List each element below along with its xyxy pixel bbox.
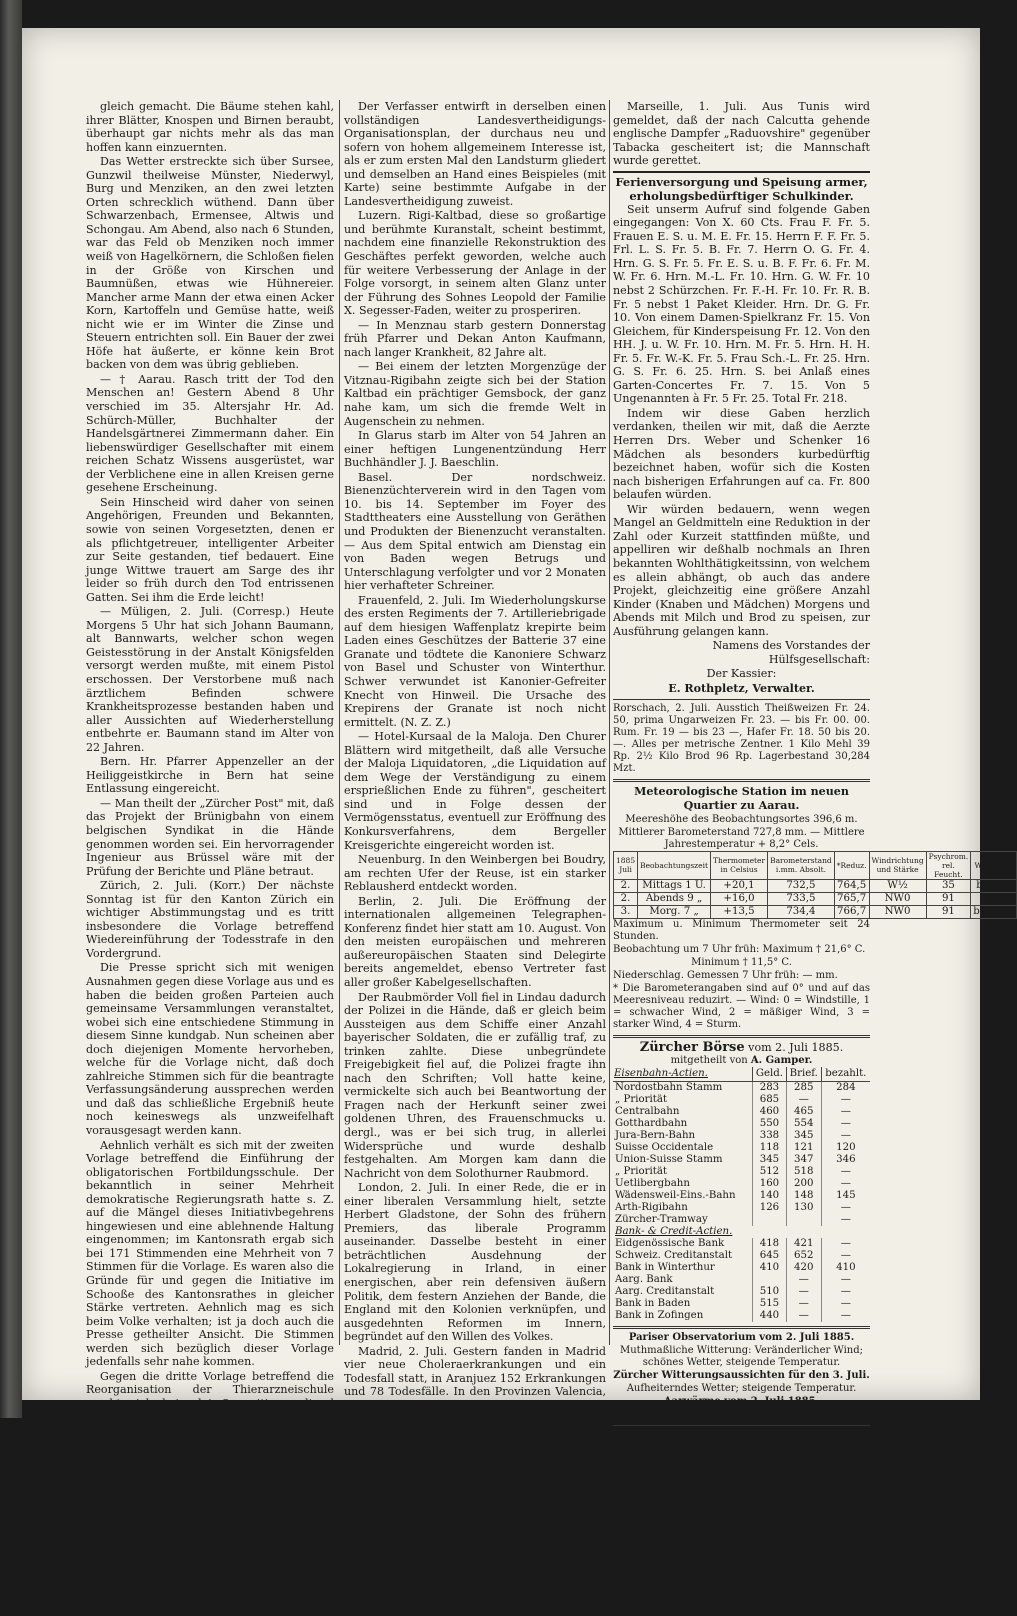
met-cell: NW0 [869, 892, 926, 905]
ferien-heading: Ferienversorgung und Speisung armer, erholungsbedürftiger Schulkinder. [613, 171, 870, 203]
boerse-table [613, 1067, 870, 1322]
boerse-value: — [786, 1298, 821, 1310]
boerse-heading [613, 1041, 870, 1055]
ferien-appeal: Wir würden bedauern, wenn wegen Mangel an Geldmitteln eine Reduktion in der Zahl oder Kurzeit stattfinden müßte, und appelliren wir deßhalb nochmals an Ihren bekannten Wohlthätigkeitssinn, von welchem es allein abhängt, ob auch das andere Projekt, gleichzeitig eine größere Anzahl Kinder (Knaben und Mädchen) Morgens und Abends mit Milch und Brod zu speisen, zur Ausführung gelangen kann. [613, 502, 870, 638]
paris-observatory: Pariser Observatorium vom 2. Juli 1885. [628, 1332, 855, 1344]
boerse-row [613, 1214, 870, 1226]
met-cell: 732,5 [768, 879, 835, 892]
boerse-date: vom 2. Juli 1885. [748, 1040, 844, 1054]
met-cell: bedeckt [971, 905, 1017, 918]
met-cell: Mittags 1 U. [638, 879, 711, 892]
boerse-security: „ Priorität [615, 1094, 668, 1106]
muri-dateline: Muri, 2. Juli 1885. [767, 1429, 870, 1443]
article-paragraph: — † Aarau. Rasch tritt der Tod den Menschen an! Gestern Abend 8 Uhr verschied im 35. Altersjahr Hr. Ad. Schürch-Müller, Buchhalter der Handelsgärtnerei Zimmermann daher. Ein liebenswürdiger Gesellschafter mit einem reichen Schatz Wissens ausgerüstet, war der Verblichene eine in allen Kreisen gerne gesehene Erscheinung. [86, 372, 334, 495]
boerse-value: 418 [753, 1238, 787, 1250]
divider [613, 1035, 870, 1038]
boerse-value: 515 [753, 1298, 787, 1310]
boerse-security: Nordostbahn Stamm [615, 1082, 723, 1094]
boerse-value: 518 [786, 1166, 821, 1178]
boerse-value: 338 [753, 1130, 787, 1142]
boerse-row [613, 1106, 870, 1118]
met-cell: bwölkt [971, 879, 1017, 892]
met-note: Minimum † 11,5° C. [691, 956, 792, 968]
boerse-value: — [821, 1214, 870, 1226]
met-footnote: * Die Barometerangaben sind auf 0° und auf das Meeresniveau reduzirt. — Wind: 0 = Windstille, 1 = schwacher Wind, 2 = mäßiger Wind, 3 = starker Wind, 4 = Sturm. [613, 982, 870, 1030]
boerse-header-cell: Eisenbahn-Actien. [613, 1067, 753, 1082]
boerse-row [613, 1094, 870, 1106]
column-divider [609, 100, 610, 1345]
article-paragraph: — Hotel-Kursaal de la Maloja. Den Churer Blättern wird mitgetheilt, daß alle Versuche der Maloja Liquidatoren, „die Liquidation auf dem Wege der Verständigung zu einem ersprießlichen Ende zu führen", gescheitert sind und in Folge dessen der Vermögensstatus, eventuell zur Eröffnung des Konkursverfahrens, dem Bergeller Kreisgerichte eingereicht worden ist. [344, 730, 606, 852]
boerse-value: — [821, 1298, 870, 1310]
ferien-donations: Seit unserm Aufruf sind folgende Gaben eingegangen: Von X. 60 Cts. Frau F. Fr. 5. Frauen E. S. u. M. E. Fr. 15. Herrn F. F. Fr. 5. Frl. L. S. Fr. 5. B. Fr. 7. Herrn O. G. Fr. 4. Hrn. G. S. Fr. 5. Fr. E. S. u. B. F. Fr. 6. Fr. M. W. Fr. 6. Hrn. M.-L. Fr. 10. Hrn. G. W. Fr. 10 nebst 2 Schürzchen. Fr. F.-H. Fr. 10. Fr. R. B. Fr. 5 nebst 1 Paket Kleider. Hrn. Dr. G. Fr. 10. Von einem Damen-Spielkranz Fr. 15. Von Gleichem, für Kinderspeisung Fr. 12. Von den HH. J. u. W. Fr. 10. Hrn. M. Fr. 5. Hrn. H. H. Fr. 5. Fr. W.-K. Fr. 5. Frau Sch.-L. Fr. 25. Hrn. G. S. Fr. 6. 25. Hrn. S. bei Anlaß eines Garten-Concertes Fr. 7. 15. Von 5 Ungenannten à Fr. 5 Fr. 25. Total Fr. 218. [613, 202, 870, 406]
boerse-row [613, 1238, 870, 1250]
boerse-value: 420 [786, 1262, 821, 1274]
boerse-value: 510 [753, 1286, 787, 1298]
divider [613, 1425, 870, 1426]
boerse-security: Uetlibergbahn [615, 1178, 690, 1190]
boerse-value: 421 [786, 1238, 821, 1250]
column-2 [344, 100, 606, 1508]
article-paragraph: — Bei einem der letzten Morgenzüge der Vitznau-Rigibahn zeigte sich bei der Station Kaltbad ein prächtiger Gemsbock, der ganz nahe kam, um sich die fremde Welt in Augenschein zu nehmen. [344, 360, 606, 428]
met-cell: 91 [926, 905, 971, 918]
boerse-security: Union-Suisse Stamm [615, 1154, 723, 1166]
met-header-cell: Beobachtungszeit [638, 851, 711, 879]
boerse-value: 148 [786, 1190, 821, 1202]
article-paragraph: Aehnlich verhält es sich mit der zweiten Vorlage betreffend die Einführung der obligatorischen Fortbildungsschule. Der bekanntlich in seiner Mehrheit demokratische Regierungsrath hatte s. Z. auf die Mängel dieses Initiativbegehrens hingewiesen und eine ablehnende Haltung eingenommen; im Kantonsrath ergab sich bei 171 Stimmenden eine Mehrheit von 7 Stimmen für die Vorlage. Es waren also die Gründe für und gegen die Initiative im Schooße des Kantonsrathes in gleicher Stärke vertreten. Aehnlich mag es sich beim Volke verhalten; ist ja doch auch die Presse getheilter Ansicht. Die Stimmen werden sich bezüglich dieser Vorlage jedenfalls sehr nahe kommen. [86, 1138, 334, 1369]
boerse-header-cell: Geld. [753, 1067, 787, 1082]
met-averages: Mittlerer Barometerstand 727,8 mm. — Mittlere Jahrestemperatur + 8,2° Cels. [618, 826, 865, 850]
boerse-row [613, 1298, 870, 1310]
boerse-section [613, 1226, 870, 1238]
met-note: Beobachtung um 7 Uhr früh: Maximum † 21,6° C. [613, 943, 866, 955]
met-cell: +13,5 [711, 905, 768, 918]
boerse-row [613, 1250, 870, 1262]
boerse-value: — [821, 1202, 870, 1214]
met-header-cell: *Reduz. [834, 851, 869, 879]
boerse-row [613, 1142, 870, 1154]
boerse-byline [613, 1055, 870, 1067]
boerse-value: — [786, 1094, 821, 1106]
article-paragraph: Das Wetter erstreckte sich über Sursee, Gunzwil theilweise Münster, Niederwyl, Burg und Menziken, an den zwei letzten Orten schrecklich wüthend. Dann über Schwarzenbach, Ermensee, Altwis und Schongau. Am Abend, also nach 6 Stunden, war das Feld ob Menziken noch immer weiß von Hagelkörnern, die Schloßen fielen in der Größe von Kirschen und Baumnüßen, etwas wie Hühnereier. Mancher arme Mann der etwa einen Acker Korn, Kartoffeln und Gemüse hatte, weiß nicht wie er im Winter die Zinse und Steuern entrichten soll. Ein Bauer der zwei Höfe hat äußerte, er könne kein Brot backen von dem was übrig geblieben. [86, 155, 334, 372]
boerse-value: 554 [786, 1118, 821, 1130]
boerse-value: 465 [786, 1106, 821, 1118]
boerse-value: — [821, 1274, 870, 1286]
article-paragraph: Zürich, 2. Juli. (Korr.) Der nächste Sonntag ist für den Kanton Zürich ein wichtiger Abstimmungstag und es tritt insbesondere die Vorlage betreffend Wiedereinführung der Todesstrafe in den Vordergrund. [86, 879, 334, 960]
boerse-row [613, 1262, 870, 1274]
zurich-forecast-title: Zürcher Witterungsaussichten für den 3. Juli. [613, 1370, 870, 1382]
boerse-header-cell: bezahlt. [821, 1067, 870, 1082]
boerse-row [613, 1118, 870, 1130]
article-paragraph: Der Verfasser entwirft in derselben einen vollständigen Landesvertheidigungs-Organisationsplan, der durchaus neu und sofern von hohem allgemeinem Interesse ist, als er zum ersten Mal den Landsturm gliedert und demselben an Hand eines Beispieles (mit Karte) seine bestimmte Aufgabe in der Landesvertheidigung zuweist. [344, 100, 606, 208]
boerse-value: 120 [821, 1142, 870, 1154]
boerse-value: 126 [753, 1202, 787, 1214]
column-1 [86, 100, 334, 1616]
met-row [614, 892, 1017, 905]
boerse-value: 460 [753, 1106, 787, 1118]
boerse-value: — [821, 1118, 870, 1130]
met-cell: 734,4 [768, 905, 835, 918]
boerse-value: — [786, 1274, 821, 1286]
article-paragraph: — Müligen, 2. Juli. (Corresp.) Heute Morgens 5 Uhr hat sich Johann Baumann, alt Bannwarts, welcher schon wegen Geistesstörung in der Anstalt Königsfelden versorgt werden mußte, mit einem Pistol erschossen. Der Verstorbene muß nach ärztlichem Befinden schwere Krankheitsprozesse bestanden haben und aller Aussichten auf Wiederherstellung entbehrte er. Baumann stand im Alter von 22 Jahren. [86, 605, 334, 754]
boerse-by: mitgetheilt von [670, 1055, 748, 1067]
boerse-security: Arth-Rigibahn [615, 1202, 688, 1214]
article-paragraph: — Man theilt der „Zürcher Post" mit, daß das Projekt der Brünigbahn von einem belgischen Syndikat in die Hände genommen worden sei. Ein hervorragender Ingenieur aus Brüssel wäre mit der Prüfung der Berichte und Pläne betraut. [86, 796, 334, 878]
boerse-value: 140 [753, 1190, 787, 1202]
article-paragraph: Basel. Der nordschweiz. Bienenzüchterverein wird in den Tagen vom 10. bis 14. September im Foyer des Stadttheaters eine Ausstellung von Geräthen und Produkten der Bienenzucht veranstalten. — Aus dem Spital entwich am Dienstag ein von Baden wegen Betrugs und Unterschlagung verfolgter und vor 2 Monaten hier verhafteter Schreiner. [344, 470, 606, 593]
met-cell: 3. [614, 905, 638, 918]
boerse-row [613, 1166, 870, 1178]
met-cell: 766,7 [834, 905, 869, 918]
met-cell: Morg. 7 „ [638, 905, 711, 918]
article-paragraph: Berlin, 2. Juli. Die Eröffnung der internationalen allgemeinen Telegraphen-Konferenz findet hier statt am 10. August. Von den meisten europäischen und mehreren außereuropäischen Staaten sind Delegirte bereits angemeldet, ebenso Vertreter fast aller großer Kabelgesellschaften. [344, 894, 606, 989]
boerse-row [613, 1130, 870, 1142]
article-paragraph: Bern. Hr. Pfarrer Appenzeller an der Heiliggeistkirche in Bern hat seine Entlassung eingereicht. [86, 755, 334, 796]
boerse-security: Bank in Baden [615, 1298, 691, 1310]
article-paragraph: Paris, 2. Juli. Die Kammer bewilligte auf das Begehren des Ministers Goblet mit 246 gegen 215 Stimmen eine Vermehrung des Kredites für den französischen Klerus in Tunesien und Algerien um 100,000 Fr. [344, 1440, 606, 1508]
met-header-cell: Psychrom. rel. Feucht. [926, 851, 971, 879]
boerse-value: 160 [753, 1178, 787, 1190]
met-note: Niederschlag. Gemessen 7 Uhr früh: — mm. [613, 969, 838, 981]
boerse-value: 440 [753, 1310, 787, 1322]
article-paragraph: Die Presse spricht sich mit wenigen Ausnahmen gegen diese Vorlage aus und es haben die beiden großen Parteien auch gemeinsame Versammlungen veranstaltet, wobei sich eine entschiedene Stimmung in diesem Sinne kundgab. Nun scheinen aber doch diejenigen Momente hervorheben, welche für die Vorlage nicht, daß doch zahlreiche Stimmen sich für die beantragte Verfassungsänderung aussprechen werden und daß das schließliche Ergebniß heute noch keineswegs als unzweifelhaft vorausgesagt werden kann. [86, 961, 334, 1138]
ferien-signature-line: Namens des Vorstandes der Hülfsgesellschaft: [712, 639, 870, 666]
boerse-security: Gotthardbahn [615, 1118, 688, 1130]
boerse-value: 652 [786, 1250, 821, 1262]
met-header-cell: Thermometer in Celsius [711, 851, 768, 879]
article-paragraph: — In Menznau starb gestern Donnerstag früh Pfarrer und Dekan Anton Kaufmann, nach langer Krankheit, 82 Jahre alt. [344, 318, 606, 359]
boerse-value: 512 [753, 1166, 787, 1178]
boerse-value: 345 [753, 1154, 787, 1166]
boerse-value: — [821, 1130, 870, 1142]
boerse-security: Aarg. Bank [615, 1274, 673, 1286]
boerse-section-title: Bank- & Credit-Actien. [615, 1226, 733, 1238]
boerse-security: Zürcher-Tramway [615, 1214, 708, 1226]
boerse-value: 283 [753, 1082, 787, 1095]
met-row [614, 879, 1017, 892]
boerse-value: 685 [753, 1094, 787, 1106]
boerse-security: Eidgenössische Bank [615, 1238, 725, 1250]
boerse-security: Bank in Zofingen [615, 1310, 704, 1322]
met-cell: NW0 [869, 905, 926, 918]
article-paragraph: Madrid, 2. Juli. Gestern fanden in Madrid vier neue Choleraerkrankungen und ein Todesfall statt, in Aranjuez 152 Erkrankungen und 78 Todesfälle. In den Provinzen Valencia, Murcia, Castellon, Alicante und Saragossa erkrankten im Ganzen ca. 1300 Personen bei 600 Todesfällen. [344, 1344, 606, 1440]
scan-edge [0, 0, 22, 1418]
met-header-cell: 1885 Juli [614, 851, 638, 879]
met-cell: +20,1 [711, 879, 768, 892]
boerse-value: — [821, 1238, 870, 1250]
boerse-security: Aarg. Creditanstalt [615, 1286, 715, 1298]
ferien-kassier: Der Kassier: [706, 667, 777, 681]
article-paragraph: Neuenburg. In den Weinbergen bei Boudry, am rechten Ufer der Reuse, ist ein starker Reblausherd entdeckt worden. [344, 853, 606, 894]
met-header-cell: Windrichtung und Stärke [869, 851, 926, 879]
met-cell: Abends 9 „ [638, 892, 711, 905]
article-rorschach: Rorschach, 2. Juli. Ausstich Theißweizen Fr. 24. 50, prima Ungarweizen Fr. 23. — bis Fr. 00. 00. Rum. Fr. 19 — bis 23 —, Hafer Fr. 18. 50 bis 20. —. Alles per metrische Zentner. 1 Kilo Mehl 39 Rp. 2½ Kilo Brod 96 Rp. Lagerbestand 30,284 Mzt. [613, 703, 870, 775]
aare-temp-title: Aarwärme vom 2. Juli 1885. [663, 1396, 820, 1408]
article-paragraph: gleich gemacht. Die Bäume stehen kahl, ihrer Blätter, Knospen und Birnen beraubt, überhaupt gar nichts mehr als das man hoffen kann einzuernten. [86, 100, 334, 154]
muri-signature: Ebert. [834, 1540, 870, 1554]
met-cell: +16,0 [711, 892, 768, 905]
article-paragraph: London, 2. Juli. In einer Rede, die er in einer liberalen Versammlung hielt, setzte Herbert Gladstone, der Sohn des frühern Premiers, das liberale Programm auseinander. Dasselbe besteht in einer beträchtlichen Ausdehnung der Lokalregierung in Irland, in einer energischen, aber rein defensiven äußern Politik, dem festern Anziehen der Bande, die England mit den Kolonien verknüpfen, und ausgedehnten Reformen im Innern, begründet auf den Willen des Volkes. [344, 1181, 606, 1344]
article-paragraph: Der Raubmörder Voll fiel in Lindau dadurch der Polizei in die Hände, daß er gleich beim Aussteigen aus dem Schiffe einer Anzahl bayerischer Soldaten, die er zufällig traf, zu trinken zahlte. Diese unbegründete Freigebigkeit fiel auf, die Polizei fragte ihn nach den Schriften; Voll hatte keine, vermickelte sich auch bei Beantwortung der Fragen nach der Herkunft seiner zwei goldenen Uhren, des Frauenschmucks u. dergl., was er bei sich trug, in allerlei Widersprüche und wurde deshalb festgehalten. Am Morgen kam dann die Nachricht von dem Solothurner Raubmord. [344, 990, 606, 1180]
boerse-value: — [821, 1094, 870, 1106]
boerse-security: „ Priorität [615, 1166, 668, 1178]
boerse-security: Suisse Occidentale [615, 1142, 714, 1154]
divider [613, 699, 870, 700]
met-table [613, 851, 1017, 919]
muri-letter: Ich habe gestern einen Artikel über das Hagelwetter geschickt. Zu meiner Verwunderung kam derselbe nicht in den „Nachrichten", aber im „Tagblatt". Ob ich eine falsche Adresse machte, oder ob es sonst einen Irrthum gab, weiß ich nicht. [613, 1458, 870, 1539]
article-paragraph: — Zur Enthüllungsfeier des Zwinglidenkmals hat Konrad Ferdinand Meier eine Kantate gedichtet, die von Musikdirektor Gustav Weber komponirt worden ist. Dieselbe soll bei dem Weiheakte von den Vereinen „Harmonie", „Männerchor Zürich" und „Studentengesangverein" vorgetragen werden. Für die Feierlichkeit ist der 16. August in Aussicht genommen. [86, 1425, 334, 1560]
boerse-row [613, 1178, 870, 1190]
boerse-value: 346 [821, 1154, 870, 1166]
boerse-value [786, 1214, 821, 1226]
met-cell: 35 [926, 879, 971, 892]
boerse-value: 121 [786, 1142, 821, 1154]
column-divider [339, 100, 340, 1345]
boerse-security: Bank in Winterthur [615, 1262, 715, 1274]
article-marseille: Marseille, 1. Juli. Aus Tunis wird gemeldet, daß der nach Calcutta gehende englische Dampfer „Raduovshire" gegenüber Tabacka gescheitert ist; die Mannschaft wurde gerettet. [613, 100, 870, 168]
boerse-security: Centralbahn [615, 1106, 680, 1118]
boerse-value [753, 1274, 787, 1286]
met-cell: 2. [614, 879, 638, 892]
boerse-value: 345 [786, 1130, 821, 1142]
boerse-security: Wädensweil-Eins.-Bahn [615, 1190, 736, 1202]
article-paragraph: — Wie wir vernehmen, wird in den nächsten Tagen bei Orell Füßli und Co. der zweite Theil der „Schweiz im Kriegsfall" die Presse verlassen. [86, 1561, 334, 1616]
article-paragraph: Sein Hinscheid wird daher von seinen Angehörigen, Freunden und Bekannten, sowie von seinen Vorgesetzten, denen er als pflichtgetreuer, intelligenter Arbeiter zur Seite gestanden, tief bedauert. Eine junge Wittwe trauert am Sarge des ihr leider so früh durch den Tod entrissenen Gatten. Sei ihm die Erde leicht! [86, 495, 334, 604]
met-header-cell: Barometerstand i.mm. Absolt. [768, 851, 835, 879]
met-cell: 2. [614, 892, 638, 905]
boerse-value: — [786, 1310, 821, 1322]
met-cell: 733,5 [768, 892, 835, 905]
boerse-row [613, 1202, 870, 1214]
boerse-value: 284 [821, 1082, 870, 1095]
boerse-value: 130 [786, 1202, 821, 1214]
boerse-security: Schweiz. Creditanstalt [615, 1250, 733, 1262]
met-cell: Do. [971, 892, 1017, 905]
article-paragraph: Gegen die dritte Vorlage betreffend die Reorganisation der Thierarzneischule macht sich keinerlei Opposition geltend und es ist deren Annahme gesichert. [86, 1369, 334, 1424]
met-altitude: Meereshöhe des Beobachtungsortes 396,6 m. [625, 813, 858, 825]
boerse-row [613, 1190, 870, 1202]
met-heading: Meteorologische Station im neuen Quartier zu Aarau. [634, 785, 849, 812]
boerse-value: 645 [753, 1250, 787, 1262]
boerse-value: 145 [821, 1190, 870, 1202]
boerse-value: 347 [786, 1154, 821, 1166]
boerse-row [613, 1082, 870, 1095]
muri-closing-text: Achtungsvollst [627, 1540, 711, 1554]
boerse-row [613, 1154, 870, 1166]
boerse-value: 200 [786, 1178, 821, 1190]
boerse-row [613, 1274, 870, 1286]
ferien-signature: E. Rothpletz, Verwalter. [668, 681, 815, 695]
boerse-value: — [786, 1286, 821, 1298]
boerse-value: 410 [753, 1262, 787, 1274]
boerse-row [613, 1310, 870, 1322]
boerse-value: — [821, 1286, 870, 1298]
ferien-text: Indem wir diese Gaben herzlich verdanken, theilen wir mit, daß die Aerzte Herren Drs. Weber und Schenker 16 Mädchen als besonders kurbedürftig bezeichnet haben, wofür sich die Kosten nach bisherigen Erfahrungen auf ca. Fr. 800 belaufen würden. [613, 406, 870, 502]
boerse-value: — [821, 1166, 870, 1178]
boerse-row [613, 1286, 870, 1298]
article-paragraph: In Glarus starb im Alter von 54 Jahren an einer heftigen Lungenentzündung Herr Buchhändler J. J. Baeschlin. [344, 429, 606, 470]
boerse-value: — [821, 1250, 870, 1262]
met-header-cell: Witterung [971, 851, 1017, 879]
boerse-value: 285 [786, 1082, 821, 1095]
boerse-security: Jura-Bern-Bahn [615, 1130, 696, 1142]
boerse-author: A. Gamper. [750, 1055, 813, 1067]
divider [613, 779, 870, 782]
column-3 [613, 100, 1015, 1554]
met-row [614, 905, 1017, 918]
boerse-value: 550 [753, 1118, 787, 1130]
boerse-value: — [821, 1310, 870, 1322]
muri-salutation: Tit. Aargauer Nachrichten! [627, 1443, 781, 1457]
met-cell: 764,5 [834, 879, 869, 892]
article-paragraph: Frauenfeld, 2. Juli. Im Wiederholungskurse des ersten Regiments der 7. Artilleriebrigade auf dem hiesigen Waffenplatz krepirte beim Laden eines Geschützes der Batterie 37 eine Granate und tödtete die Kanoniere Schwarz von Basel und Schuster von Winterthur. Schwer verwundet ist Kanonier-Gefreiter Knecht von Hinweil. Die Ursache des Krepirens der Granate ist noch nicht ermittelt. (N. Z. Z.) [344, 593, 606, 729]
article-paragraph: Luzern. Rigi-Kaltbad, diese so großartige und berühmte Kuranstalt, scheint bestimmt, nachdem eine finanzielle Rekonstruktion des Geschäftes perfekt geworden, welche auch für weitere Verbesserung der Anlage in der Folge vorsorgt, in seinem alten Glanz unter der Führung des Sohnes Leopold der Familie X. Segesser-Faden, weiter zu prosperiren. [344, 209, 606, 318]
met-cell: 91 [926, 892, 971, 905]
paris-forecast: Muthmaßliche Witterung: Veränderlicher Wind; schönes Wetter, steigende Temperatur. [620, 1345, 863, 1369]
boerse-value [753, 1214, 787, 1226]
boerse-value: 118 [753, 1142, 787, 1154]
met-cell: W½ [869, 879, 926, 892]
divider [613, 1326, 870, 1329]
met-cell: 765,7 [834, 892, 869, 905]
boerse-header-cell: Brief. [786, 1067, 821, 1082]
boerse-title: Zürcher Börse [639, 1039, 745, 1055]
zurich-forecast: Aufheiterndes Wetter; steigende Temperatur. [626, 1383, 857, 1395]
aare-temp: Morgens: 14¼, Mittags: 16, Abends: 15° R. [631, 1409, 852, 1421]
boerse-value: — [821, 1106, 870, 1118]
muri-closing [613, 1540, 870, 1554]
boerse-value: 410 [821, 1262, 870, 1274]
boerse-value: — [821, 1178, 870, 1190]
met-note: Maximum u. Minimum Thermometer seit 24 Stunden. [613, 918, 870, 942]
